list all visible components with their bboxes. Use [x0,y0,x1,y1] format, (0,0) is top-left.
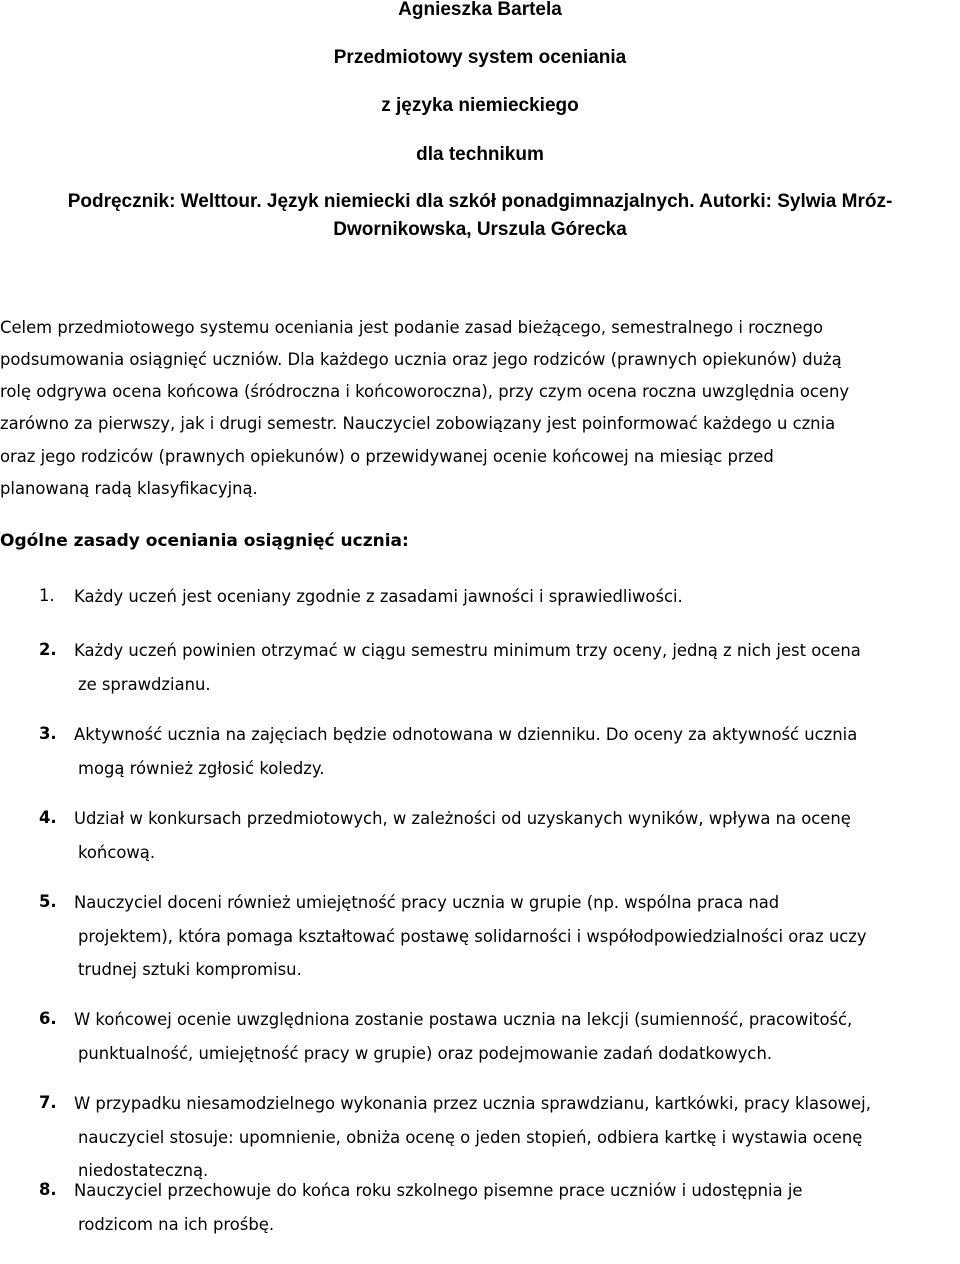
list-item-line: ze sprawdzianu. [78,674,211,694]
list-item-line: punktualność, umiejętność pracy w grupie) oraz podejmowanie zadań dodatkowych. [78,1043,773,1063]
list-item-line: Nauczyciel doceni również umiejętność pracy ucznia w grupie (np. wspólna praca nad [74,893,780,912]
list-item-line: W przypadku niesamodzielnego wykonania przez ucznia sprawdzianu, kartkówki, pracy klasowej, [74,1094,871,1113]
list-item-text [74,1174,958,1241]
list-item-number: 4. [39,808,57,827]
intro-line: zarówno za pierwszy, jak i drugi semestr. Nauczyciel zobowiązany jest poinformować każdego u cznia [0,414,836,433]
list-item-text [74,634,958,701]
list-item-text [74,886,958,987]
textbook-info-line-2: Dwornikowska, Urszula Górecka [333,219,627,240]
intro-line: planowaną radą klasyfikacyjną. [0,479,258,498]
list-item-number: 1. [39,586,55,605]
list-item-line: trudnej sztuki kompromisu. [78,960,302,979]
intro-line: podsumowania osiągnięć uczniów. Dla każdego ucznia oraz jego rodziców (prawnych opiekunów) dużą [0,350,842,369]
document-subject: z języka niemieckiego [381,95,579,116]
textbook-info-line-1: Podręcznik: Welttour. Język niemiecki dla szkół ponadgimnazjalnych. Autorki: Sylwia Mróz- [67,191,893,212]
list-item-line: Udział w konkursach przedmiotowych, w zależności od uzyskanych wyników, wpływa na ocenę [74,809,851,828]
document-school-type: dla technikum [416,144,544,165]
list-item-text [74,802,958,869]
list-item-line: Każdy uczeń jest oceniany zgodnie z zasadami jawności i sprawiedliwości. [74,587,683,606]
list-item-line: końcową. [78,842,156,862]
list-item-text [74,718,958,785]
list-item-line: projektem), która pomaga kształtować postawę solidarności i współodpowiedzialności oraz uczy [78,926,867,946]
list-item-line: rodzicom na ich prośbę. [78,1214,275,1234]
list-item-number: 5. [39,892,57,911]
list-item-line: mogą również zgłosić koledzy. [78,758,325,778]
list-item-line: nauczyciel stosuje: upomnienie, obniża ocenę o jeden stopień, odbiera kartkę i wystawia ocenę [78,1127,863,1147]
section-heading: Ogólne zasady oceniania osiągnięć ucznia: [0,531,409,551]
list-item-text [74,580,958,614]
list-item-number: 8. [39,1180,57,1199]
list-item-line: niedostateczną. [78,1161,209,1180]
list-item-line: W końcowej ocenie uwzględniona zostanie postawa ucznia na lekcji (sumienność, pracowitość, [74,1010,853,1029]
list-item-line: Każdy uczeń powinien otrzymać w ciągu semestru minimum trzy oceny, jedną z nich jest ocena [74,641,861,660]
list-item-line: Nauczyciel przechowuje do końca roku szkolnego pisemne prace uczniów i udostępnia je [74,1181,803,1200]
list-item-text [74,1087,958,1188]
list-item-number: 3. [39,724,57,743]
intro-line: rolę odgrywa ocena końcowa (śródroczna i końcoworoczna), przy czym ocena roczna uwzględnia oceny [0,382,850,401]
document-title: Przedmiotowy system oceniania [333,47,627,68]
list-item-number: 7. [39,1093,57,1112]
list-item-number: 6. [39,1009,57,1028]
intro-line: Celem przedmiotowego systemu oceniania jest podanie zasad bieżącego, semestralnego i rocznego [0,318,824,337]
list-item-number: 2. [39,640,57,659]
list-item-text [74,1003,958,1070]
author-name: Agnieszka Bartela [398,0,562,20]
intro-line: oraz jego rodziców (prawnych opiekunów) o przewidywanej ocenie końcowej na miesiąc przed [0,447,774,466]
list-item-line: Aktywność ucznia na zajęciach będzie odnotowana w dzienniku. Do oceny za aktywność ucznia [74,725,858,744]
